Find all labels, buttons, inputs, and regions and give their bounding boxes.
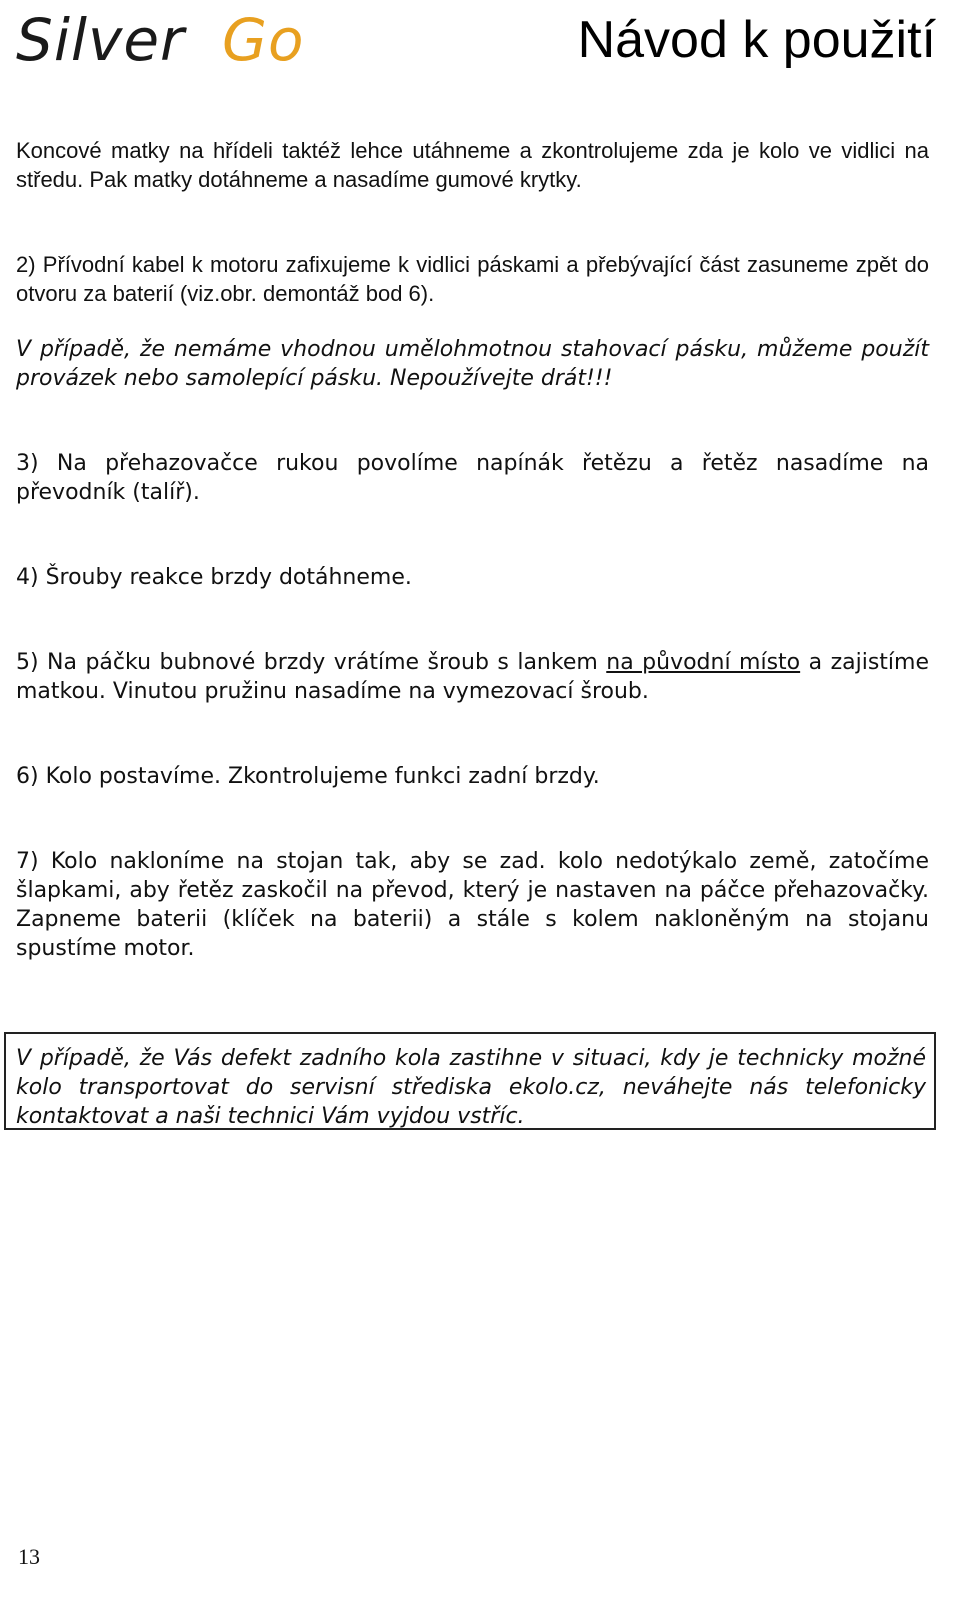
page-body <box>16 136 929 963</box>
paragraph-step-5 <box>16 648 929 706</box>
step-5-underlined-text: na původní místo <box>606 650 801 675</box>
paragraph-step-7: 7) Kolo nakloníme na stojan tak, aby se zad. kolo nedotýkalo země, zatočíme šlapkami, aby řetěz zaskočil na převod, který je nastaven na páčce přehazovačky. Zapneme baterii (klíček na baterii) a stále s kolem nakloněným na stojanu spustíme motor. <box>16 849 929 961</box>
notice-text: V případě, že Vás defekt zadního kola zastihne v situaci, kdy je technicky možné kolo transportovat do servisní střediska ekolo.cz, neváhejte nás telefonicky kontaktovat a naši technici Vám vyjdou vstříc. <box>16 1046 926 1129</box>
paragraph-end-nuts: Koncové matky na hřídeli taktéž lehce utáhneme a zkontrolujeme zda je kolo ve vidlici na středu. Pak matky dotáhneme a nasadíme gumové krytky. <box>16 138 929 192</box>
step-5-text-end: a zajistíme matkou. Vinutou pružinu nasadíme na vymezovací šroub. <box>16 650 929 704</box>
paragraph-step-2: 2) Přívodní kabel k motoru zafixujeme k vidlici páskami a přebývající část zasuneme zpět do otvoru za baterií (viz.obr. demontáž bod 6). <box>16 252 929 306</box>
logo-text-go: Go <box>222 8 305 72</box>
paragraph-step-4: 4) Šrouby reakce brzdy dotáhneme. <box>16 565 412 590</box>
notice-box <box>4 1032 936 1130</box>
step-5-text-start: 5) Na páčku bubnové brzdy vrátíme šroub s lankem <box>16 650 607 675</box>
page-number: 13 <box>18 1544 40 1569</box>
page-header <box>0 0 960 90</box>
document-title: Návod k použití <box>577 11 936 69</box>
silvergo-logo <box>16 8 330 72</box>
paragraph-step-6: 6) Kolo postavíme. Zkontrolujeme funkci zadní brzdy. <box>16 764 600 789</box>
paragraph-warning-wire: V případě, že nemáme vhodnou umělohmotnou stahovací pásku, můžeme použít provázek nebo samolepící pásku. Nepoužívejte drát!!! <box>16 337 929 391</box>
logo-text-silver: Silver <box>16 8 185 72</box>
paragraph-step-3: 3) Na přehazovačce rukou povolíme napínák řetězu a řetěz nasadíme na převodník (talíř). <box>16 451 929 505</box>
